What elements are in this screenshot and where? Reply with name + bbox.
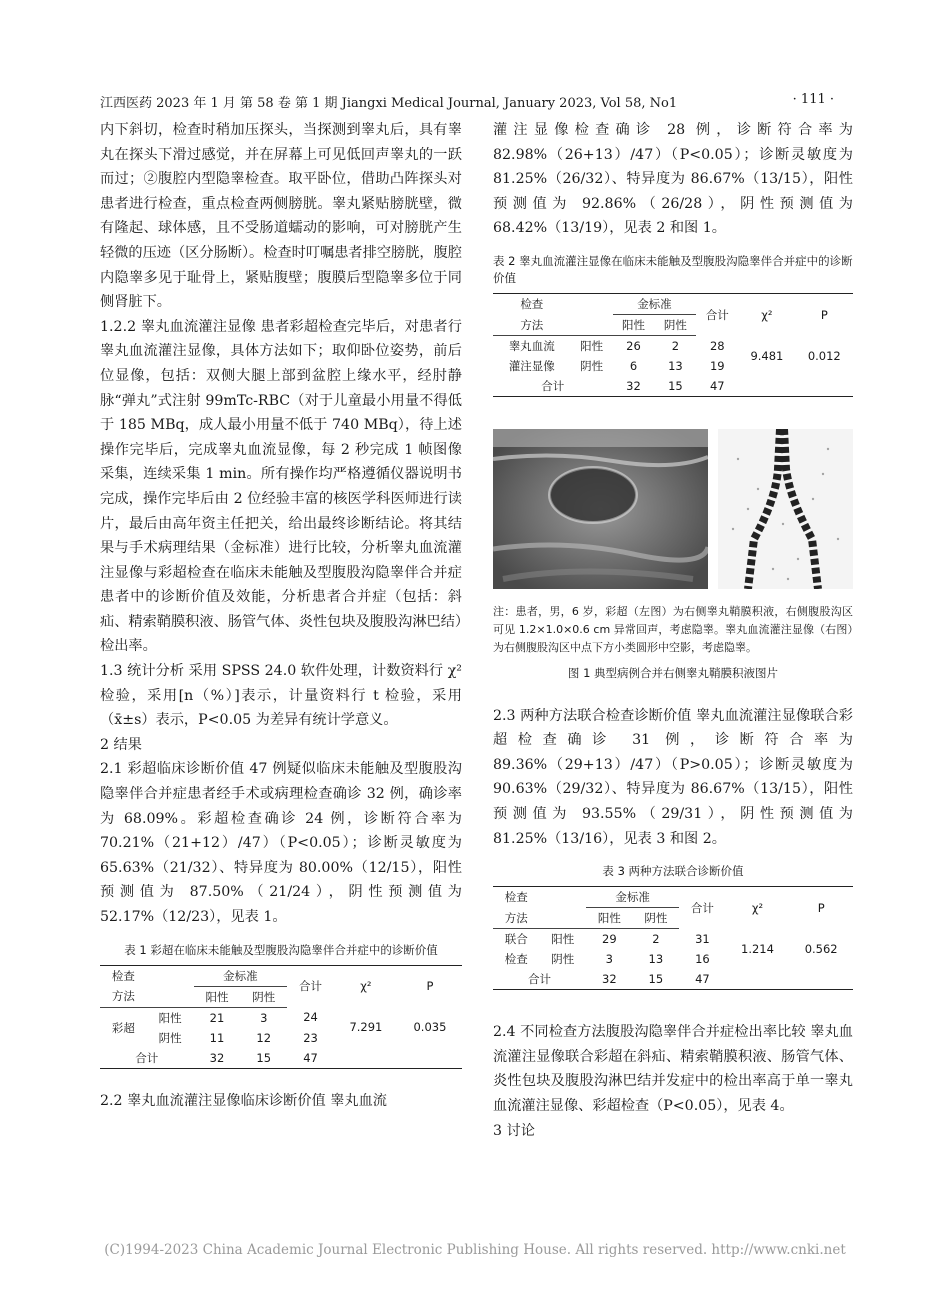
table-cell: 16 [695, 952, 710, 967]
table-cell: 29 [602, 932, 617, 947]
paragraph: 2.2 睾丸血流灌注显像临床诊断价值 睾丸血流 [100, 1092, 387, 1109]
table-cell: 2 [671, 338, 680, 353]
perfusion-scan-image [718, 429, 853, 589]
table-3 [493, 886, 853, 990]
table-cell: 灌注显像 [508, 358, 555, 373]
table-row [493, 929, 853, 950]
section-heading: 3 讨论 [493, 1122, 535, 1139]
table-row [100, 1007, 462, 1028]
table-header-cell: χ² [360, 979, 372, 994]
table-cell: 1.214 [741, 941, 774, 956]
left-column [100, 118, 462, 1113]
right-column [493, 118, 853, 1143]
table-header-cell: 金标准 [194, 965, 288, 986]
table-cell: 阴性 [158, 1030, 182, 1045]
table-cell: 2 [652, 932, 660, 947]
table-cell: 19 [709, 358, 725, 373]
table-header-cell: χ² [751, 900, 764, 915]
table-cell: 6 [629, 358, 638, 373]
table-cell: 合计 [135, 1050, 159, 1065]
table-header-cell: 阴性 [633, 908, 680, 929]
table-cell: 32 [602, 972, 617, 987]
table-cell: 47 [303, 1050, 318, 1065]
table-cell: 0.012 [807, 348, 841, 363]
table-header-cell: 金标准 [613, 293, 697, 314]
table-header-cell: 阳性 [586, 908, 633, 929]
table-header-cell: 检查 [111, 968, 135, 983]
table-cell: 0.035 [413, 1020, 447, 1035]
table-cell: 彩超 [111, 1020, 135, 1035]
table-cell: 13 [668, 358, 683, 373]
table-cell: 15 [648, 972, 664, 987]
table-cell: 11 [209, 1030, 225, 1045]
table-caption: 表 1 彩超在临床未能触及型腹股沟隐睾伴合并症中的诊断价值 [124, 942, 438, 957]
table-cell: 21 [209, 1010, 225, 1025]
table-row [493, 335, 853, 356]
table-header-cell: 方法 [493, 908, 540, 929]
table-header-cell: 合计 [299, 979, 323, 994]
table-cell: 47 [709, 378, 725, 393]
table-row [493, 376, 853, 397]
paragraph: 1.3 统计分析 采用 SPSS 24.0 软件处理，计数资料行 χ² 检验，采用[n（%）]表示，计量资料行 t 检验，采用（x̄±s）表示，P<0.05 为差异有统计学意义。 [100, 663, 462, 729]
figure-caption: 图 1 典型病例合并右侧睾丸鞘膜积液图片 [567, 665, 779, 680]
paragraph: 1.2.2 睾丸血流灌注显像 患者彩超检查完毕后，对患者行睾丸血流灌注显像，具体方法如下；取仰卧位姿势，前后位显像，包括：双侧大腿上部到盆腔上缘水平，经肘静脉“弹丸”式注射 99mTc-RBC（对于儿童最小用量不得低于 185 MBq，成人最小用量不低于 740 MBq），待上述操作完毕后，完成睾丸血流显像，每 2 秒完成 1 帧图像采集，连续采集 1 min。所有操作均严格遵循仪器说明书完成，操作完毕后由 2 位经验丰富的核医学科医师进行读片，最后由高年资主任把关，给出最终诊断结论。将其结果与手术病理结果（金标准）进行比较，分析睾丸血流灌注显像与彩超检查在临床未能触及型腹股沟隐睾伴合并症患者中的诊断价值及效能，分析患者合并症（包括：斜疝、精索鞘膜积液、肠管气体、炎性包块及腹股沟淋巴结）检出率。 [100, 318, 462, 655]
table-cell: 7.291 [349, 1020, 383, 1035]
table-header-cell: 检查 [520, 297, 544, 312]
table-cell: 睾丸血流 [508, 338, 555, 353]
table-cell: 检查 [504, 952, 528, 967]
table-cell: 合计 [528, 972, 552, 987]
paragraph: 2.3 两种方法联合检查诊断价值 睾丸血流灌注显像联合彩超检查确诊 31 例，诊断符合率为 89.36%（29+13）/47）（P>0.05）；诊断灵敏度为 90.63%（29/32）、特异度为 86.67%（13/15），阳性预测值为 93.55%（29/31），阴性预测值为 81.25%（13/16），见表 3 和图 2。 [493, 707, 853, 847]
figure-note: 注：患者，男，6 岁，彩超（左图）为右侧睾丸鞘膜积液，右侧腹股沟区可见 1.2×1.0×0.6 cm 异常回声，考虑隐睾。睾丸血流灌注显像（右图）为右侧腹股沟区中点下方小类圆形中空影，考虑隐睾。 [493, 604, 853, 654]
table-2 [493, 293, 853, 397]
table-cell: 13 [648, 952, 664, 967]
table-header-cell: 合计 [705, 307, 729, 322]
page-number: · 111 · [792, 92, 834, 107]
table-cell: 24 [303, 1010, 318, 1025]
table-cell: 26 [626, 338, 641, 353]
table-cell: 32 [209, 1050, 225, 1065]
paragraph: 2.4 不同检查方法腹股沟隐睾伴合并症检出率比较 睾丸血流灌注显像联合彩超在斜疝、精索鞘膜积液、肠管气体、炎性包块及腹股沟淋巴结并发症中的检出率高于单一睾丸血流灌注显像、彩超检查（P<0.05），见表 4。 [493, 1024, 853, 1114]
table-header-cell: P [817, 900, 825, 915]
table-header-cell: 检查 [504, 890, 528, 905]
table-cell: 阳性 [551, 932, 575, 947]
table-header-cell: 阳性 [194, 986, 241, 1007]
table-header-cell: 阴性 [240, 986, 287, 1007]
paragraph: 内下斜切，检查时稍加压探头，当探测到睾丸后，具有睾丸在探头下滑过感觉，并在屏幕上可见低回声睾丸的一跃而过；②腹腔内型隐睾检查。取平卧位，借助凸阵探头对患者进行检查，重点检查两侧膀胱。睾丸紧贴膀胱壁，微有隆起、球体感，且不受肠道蠕动的影响，可对膀胱产生轻微的压迹（区分肠断）。检查时叮嘱患者排空膀胱，腹腔内隐睾多见于耻骨上，紧贴腹壁；腹膜后型隐睾多位于同侧肾脏下。 [100, 122, 462, 311]
table-caption: 表 2 睾丸血流灌注显像在临床未能触及型腹股沟隐睾伴合并症中的诊断价值 [493, 253, 853, 285]
table-1 [100, 965, 462, 1069]
table-header-cell: P [820, 307, 828, 322]
table-header-cell: P [426, 979, 434, 994]
table-cell: 47 [695, 972, 710, 987]
table-caption: 表 3 两种方法联合诊断价值 [602, 864, 744, 879]
table-cell: 31 [695, 931, 710, 946]
table-cell: 28 [709, 338, 725, 353]
table-cell: 23 [303, 1030, 318, 1045]
table-header-cell: 方法 [493, 314, 571, 335]
ultrasound-image [493, 429, 708, 589]
table-header-cell: χ² [761, 307, 773, 322]
running-header: 江西医药 2023 年 1 月 第 58 卷 第 1 期 Jiangxi Medical Journal, January 2023, Vol 58, No1 [100, 96, 678, 111]
table-cell: 阴性 [580, 358, 604, 373]
section-heading: 2 结果 [100, 736, 142, 753]
copyright-footer: (C)1994-2023 China Academic Journal Electronic Publishing House. All rights reserved. http://www.cnki.net [104, 1242, 846, 1258]
table-cell: 15 [668, 378, 683, 393]
table-header-cell: 方法 [100, 986, 147, 1007]
table-header-cell: 金标准 [586, 887, 679, 908]
table-cell: 阳性 [158, 1010, 182, 1025]
paragraph: 2.1 彩超临床诊断价值 47 例疑似临床未能触及型腹股沟隐睾伴合并症患者经手术或病理检查确诊 32 例，确诊率为 68.09%。彩超检查确诊 24 例，诊断符合率为 70.21%（21+12）/47）（P<0.05）；诊断灵敏度为 65.63%（21/32）、特异度为 80.00%（12/15），阳性预测值为 87.50%（21/24），阴性预测值为 52.17%（12/23），见表 1。 [100, 761, 462, 925]
table-cell: 阳性 [580, 338, 604, 353]
table-cell: 9.481 [750, 348, 784, 363]
table-cell: 32 [626, 378, 641, 393]
table-header-cell: 合计 [690, 900, 714, 915]
table-cell: 合计 [541, 378, 565, 393]
table-cell: 0.562 [804, 941, 838, 956]
table-cell: 3 [260, 1010, 268, 1025]
table-row [100, 1048, 462, 1069]
table-cell: 3 [605, 952, 613, 967]
table-header-cell: 阳性 [613, 314, 655, 335]
table-cell: 15 [256, 1050, 272, 1065]
table-cell: 12 [256, 1030, 272, 1045]
table-row [493, 969, 853, 990]
table-header-cell: 阴性 [654, 314, 696, 335]
table-cell: 联合 [504, 932, 528, 947]
paragraph: 灌注显像检查确诊 28 例，诊断符合率为 82.98%（26+13）/47）（P<0.05）；诊断灵敏度为 81.25%（26/32）、特异度为 86.67%（13/15），阳性预测值为 92.86%（26/28），阴性预测值为 68.42%（13/19），见表 2 和图 1。 [493, 122, 853, 237]
table-cell: 阴性 [551, 952, 575, 967]
figure-1 [493, 429, 853, 589]
